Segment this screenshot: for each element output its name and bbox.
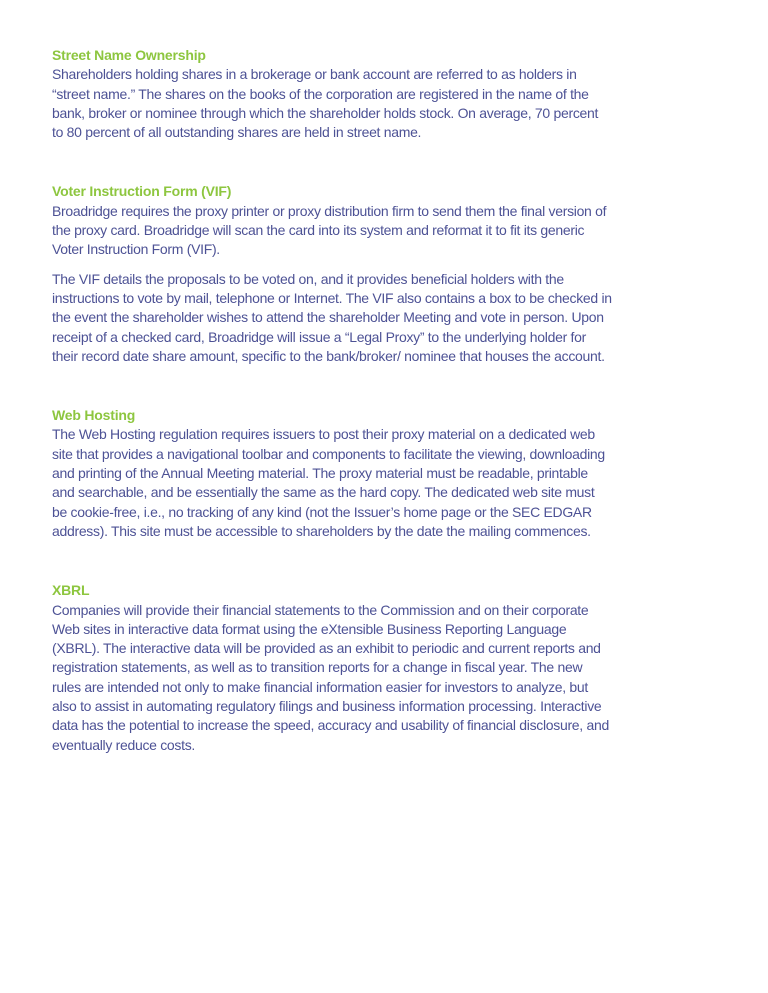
section-voter-instruction-form: [52, 182, 612, 366]
section-paragraph: Shareholders holding shares in a brokerage or bank account are referred to as holders in “street name.” The shares on the books of the corporation are registered in the name of the bank, broker or nominee through which the shareholder holds stock. On average, 70 percent to 80 percent of all outstanding shares are held in street name.: [52, 66, 599, 141]
document-content: [52, 46, 612, 795]
section-paragraph: Companies will provide their financial statements to the Commission and on their corporate Web sites in interactive data format using the eXtensible Business Reporting Language (XBRL). The interactive data will be provided as an exhibit to periodic and current reports and registration statements, as well as to transition reports for a change in fiscal year. The new rules are intended not only to make financial information easier for investors to analyze, but also to assist in automating regulatory filings and business information processing. Interactive data has the potential to increase the speed, accuracy and usability of financial disclosure, and eventually reduce costs.: [52, 601, 609, 753]
section-heading: Voter Instruction Form (VIF): [52, 183, 232, 200]
section-heading: XBRL: [52, 582, 90, 599]
section-paragraph: Broadridge requires the proxy printer or proxy distribution firm to send them the final version of the proxy card. Broadridge will scan the card into its system and reformat it to fit its generic Voter Instruction Form (VIF).: [52, 202, 607, 258]
section-web-hosting: [52, 406, 612, 541]
section-paragraph: The Web Hosting regulation requires issuers to post their proxy material on a dedicated web site that provides a navigational toolbar and components to facilitate the viewing, downloading and printing of the Annual Meeting material. The proxy material must be readable, printable and searchable, and be essentially the same as the hard copy. The dedicated web site must be cookie-free, i.e., no tracking of any kind (not the Issuer’s home page or the SEC EDGAR address). This site must be accessible to shareholders by the date the mailing commences.: [52, 426, 605, 539]
section-xbrl: [52, 581, 612, 755]
section-paragraph: The VIF details the proposals to be voted on, and it provides beneficial holders with the instructions to vote by mail, telephone or Internet. The VIF also contains a box to be checked in the event the shareholder wishes to attend the shareholder Meeting and vote in person. Upon receipt of a checked card, Broadridge will issue a “Legal Proxy” to the underlying holder for their record date share amount, specific to the bank/broker/ nominee that houses the account.: [52, 270, 612, 364]
section-heading: Street Name Ownership: [52, 47, 206, 63]
section-heading: Web Hosting: [52, 407, 136, 424]
section-street-name-ownership: [52, 46, 612, 142]
